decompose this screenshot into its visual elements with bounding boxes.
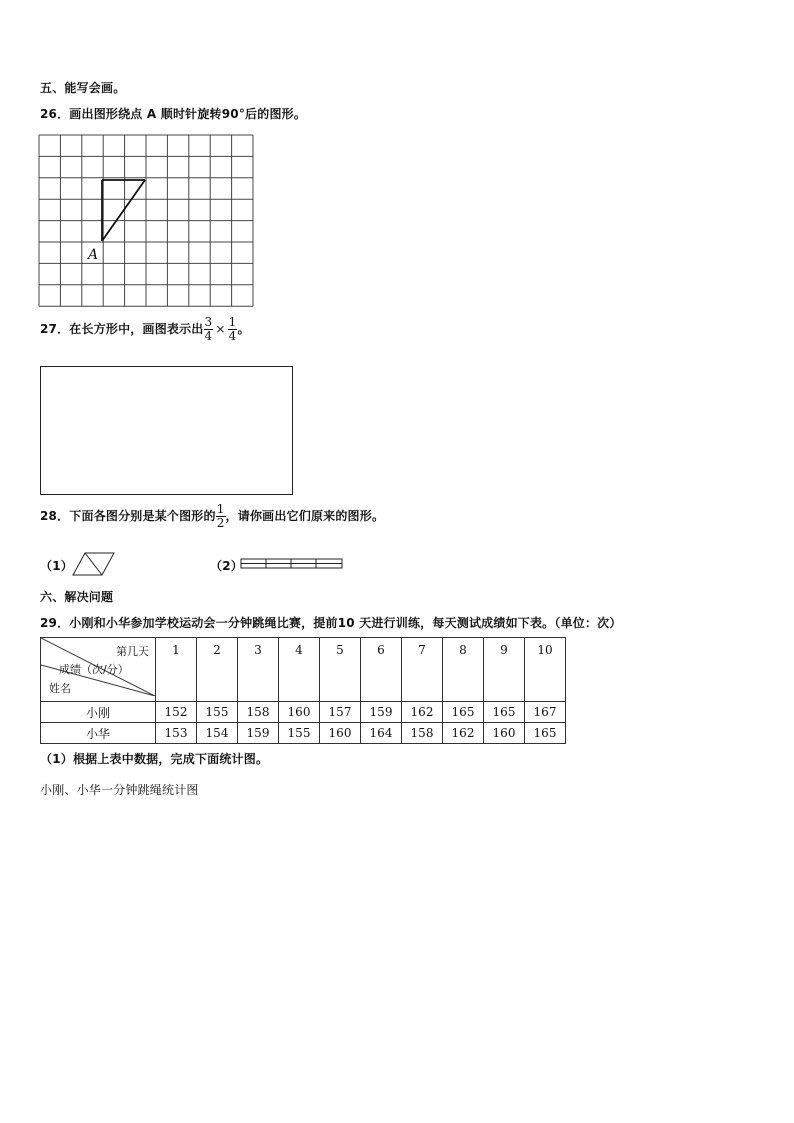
day-header: 8	[443, 638, 484, 702]
point-a-label: A	[88, 247, 99, 263]
day-header: 7	[402, 638, 443, 702]
corner-name-label: 姓名	[49, 682, 71, 695]
jump-rope-score-table	[40, 637, 566, 744]
day-header: 10	[525, 638, 566, 702]
half-shape-strip	[240, 558, 344, 570]
question-29-text: 29．小刚和小华参加学校运动会一分钟跳绳比赛，提前10 天进行训练，每天测试成绩如下表。（单位：次）	[40, 616, 622, 630]
fraction-numerator: 1	[216, 502, 225, 516]
drawing-rectangle[interactable]	[40, 366, 293, 495]
question-27-suffix: 。	[237, 322, 250, 336]
score-cell: 162	[402, 702, 443, 723]
fraction-three-quarters	[204, 316, 214, 343]
score-cell: 165	[484, 702, 525, 723]
fraction-numerator: 1	[228, 315, 237, 329]
question-27-text	[40, 316, 250, 343]
fraction-denominator: 4	[228, 329, 237, 343]
score-cell: 159	[238, 723, 279, 744]
question-28-text	[40, 503, 384, 530]
score-cell: 165	[525, 723, 566, 744]
day-header: 3	[238, 638, 279, 702]
score-cell: 165	[443, 702, 484, 723]
chart-caption: 小刚、小华一分钟跳绳统计图	[40, 783, 199, 797]
score-cell: 162	[443, 723, 484, 744]
score-cell: 152	[156, 702, 197, 723]
fraction-numerator: 3	[204, 315, 213, 329]
score-cell: 160	[279, 702, 320, 723]
question-28-suffix: ，请你画出它们原来的图形。	[225, 509, 385, 523]
fraction-one-quarter	[228, 316, 238, 343]
score-cell: 164	[361, 723, 402, 744]
score-cell: 155	[197, 702, 238, 723]
table-row-xiaohua	[41, 723, 566, 744]
triangle-hypotenuse	[102, 180, 145, 241]
table-header-row	[41, 638, 566, 702]
corner-score-label: 成绩（次/分）	[59, 663, 129, 676]
table-row-xiaogang	[41, 702, 566, 723]
score-cell: 153	[156, 723, 197, 744]
row-name: 小华	[41, 723, 156, 744]
section-five-title: 五、能写会画。	[40, 81, 126, 95]
score-cell: 155	[279, 723, 320, 744]
day-header: 4	[279, 638, 320, 702]
question-28-item-2-label: （2）	[210, 559, 243, 573]
score-cell: 159	[361, 702, 402, 723]
score-cell: 154	[197, 723, 238, 744]
day-header: 1	[156, 638, 197, 702]
corner-day-label: 第几天	[116, 645, 149, 658]
section-six-title: 六、解决问题	[40, 590, 114, 604]
times-sign: ×	[215, 322, 226, 336]
day-header: 6	[361, 638, 402, 702]
day-header: 9	[484, 638, 525, 702]
fraction-denominator: 4	[204, 329, 213, 343]
score-cell: 160	[320, 723, 361, 744]
score-cell: 167	[525, 702, 566, 723]
score-cell: 160	[484, 723, 525, 744]
day-header: 5	[320, 638, 361, 702]
row-name: 小刚	[41, 702, 156, 723]
rotation-grid	[38, 134, 258, 310]
question-28-item-1-label: （1）	[40, 559, 73, 573]
score-cell: 158	[402, 723, 443, 744]
score-cell: 158	[238, 702, 279, 723]
question-28-prefix: 28．下面各图分别是某个图形的	[40, 509, 216, 523]
question-26-text: 26．画出图形绕点 A 顺时针旋转90°后的图形。	[40, 107, 307, 121]
table-corner-cell	[41, 638, 156, 702]
half-shape-parallelogram	[72, 551, 118, 577]
score-cell: 157	[320, 702, 361, 723]
question-29-sub-1: （1）根据上表中数据，完成下面统计图。	[40, 752, 269, 766]
fraction-denominator: 2	[216, 516, 225, 530]
question-27-prefix: 27．在长方形中，画图表示出	[40, 322, 204, 336]
day-header: 2	[197, 638, 238, 702]
fraction-one-half	[216, 503, 226, 530]
